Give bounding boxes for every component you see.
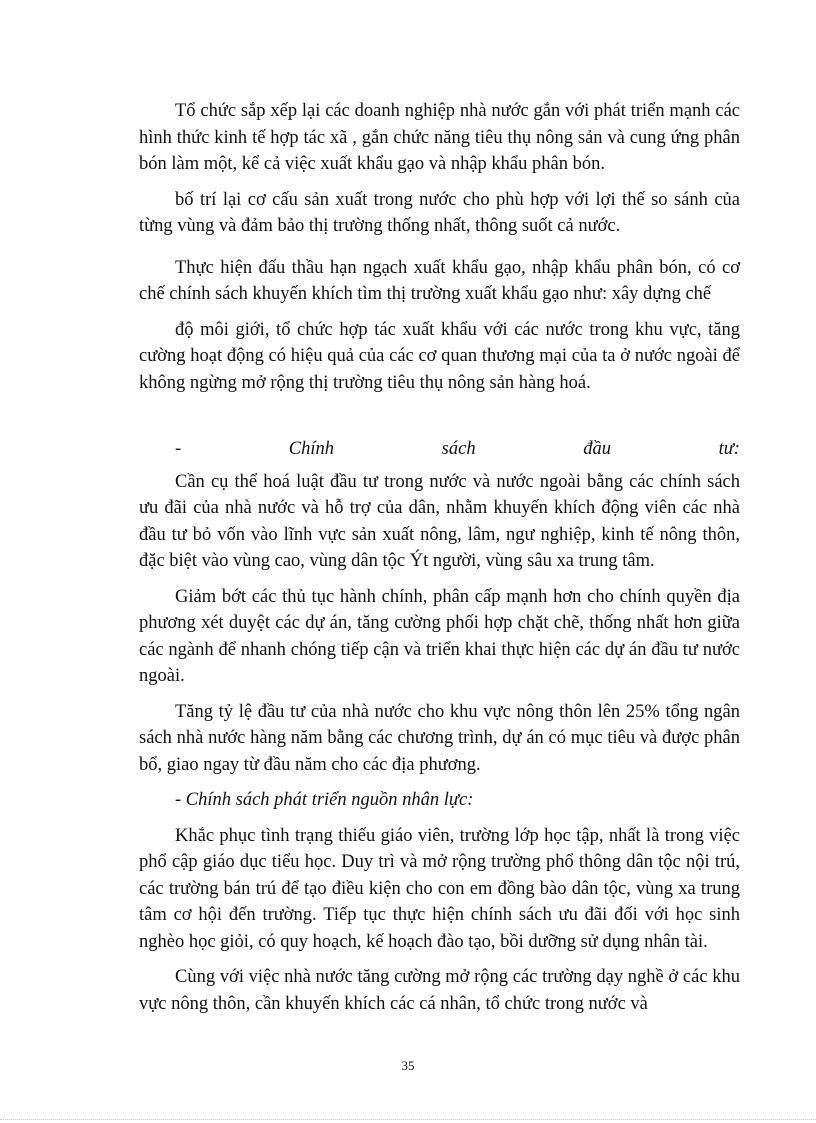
heading-investment-dash: - [175, 439, 182, 459]
paragraph-reorganize-enterprises: Tổ chức sắp xếp lại các doanh nghiệp nhà nước gắn với phát triển mạnh các hình thức kinh tế hợp tác xã , gắn chức năng tiêu thụ nông sản và cung ứng phân bón làm một, kể cả việc xuất khẩu gạo và nhập khẩu phân bón. [139, 101, 740, 174]
heading-investment-word-2: sách [441, 439, 476, 459]
paragraph-brokerage-cooperation: độ môi giới, tổ chức hợp tác xuất khẩu với các nước trong khu vực, tăng cường hoạt động có hiệu quả của các cơ quan thương mại của ta ở nước ngoài để không ngừng mở rộng thị trường tiêu thụ nông sản hàng hoá. [139, 319, 740, 393]
heading-investment-policy [139, 436, 740, 463]
heading-human-resources-policy: - Chính sách phát triển nguồn nhân lực: [175, 790, 474, 810]
paragraph-administrative-procedures: Giảm bớt các thủ tục hành chính, phân cấp mạnh hơn cho chính quyền địa phương xét duyệt các dự án, tăng cường phối hợp chặt chẽ, thống nhất hơn giữa các ngành để nhanh chóng tiếp cận và triển khai thực hiện các dự án đầu tư nước ngoài. [139, 586, 740, 686]
paragraph-production-structure: bố trí lại cơ cấu sản xuất trong nước cho phù hợp với lợi thế so sánh của từng vùng và đảm bảo thị trường thống nhất, thông suốt cả nước. [139, 189, 740, 236]
page-bottom-divider [0, 1119, 816, 1120]
page-body [139, 98, 740, 1017]
paragraph-vocational-schools: Cùng với việc nhà nước tăng cường mở rộng các trường dạy nghề ở các khu vực nông thôn, cần khuyến khích các cá nhân, tổ chức trong nước và [139, 967, 740, 1014]
paragraph-rural-investment-share: Tăng tỷ lệ đầu tư của nhà nước cho khu vực nông thôn lên 25% tổng ngân sách nhà nước hàng năm bằng các chương trình, dự án có mục tiêu và được phân bổ, giao ngay từ đầu năm cho các địa phương. [139, 701, 740, 775]
heading-investment-word-4: tư: [718, 439, 740, 459]
heading-investment-word-1: Chính [288, 439, 335, 459]
page-number: 35 [401, 1058, 415, 1073]
heading-investment-word-3: đầu [583, 439, 611, 459]
paragraph-rice-export-bidding: Thực hiện đấu thầu hạn ngạch xuất khẩu gạo, nhập khẩu phân bón, có cơ chế chính sách khuyến khích tìm thị trường xuất khẩu gạo như: xây dựng chế [139, 257, 740, 304]
paragraph-investment-law: Cần cụ thể hoá luật đầu tư trong nước và nước ngoài bằng các chính sách ưu đãi của nhà nước và hỗ trợ của dân, nhằm khuyến khích động viên các nhà đầu tư bỏ vốn vào lĩnh vực sản xuất nông, lâm, ngư nghiệp, kinh tế nông thôn, đặc biệt vào vùng cao, vùng dân tộc Ýt người, vùng sâu xa trung tâm. [139, 471, 740, 571]
paragraph-teacher-shortage: Khắc phục tình trạng thiếu giáo viên, trường lớp học tập, nhất là trong việc phổ cập giáo dục tiểu học. Duy trì và mở rộng trường phổ thông dân tộc nội trú, các trường bán trú để tạo điều kiện cho con em đồng bào dân tộc, vùng xa trung tâm cơ hội đến trường. Tiếp tục thực hiện chính sách ưu đãi đối với học sinh nghèo học giỏi, có quy hoạch, kế hoạch đào tạo, bồi dưỡng sử dụng nhân tài. [139, 825, 740, 952]
